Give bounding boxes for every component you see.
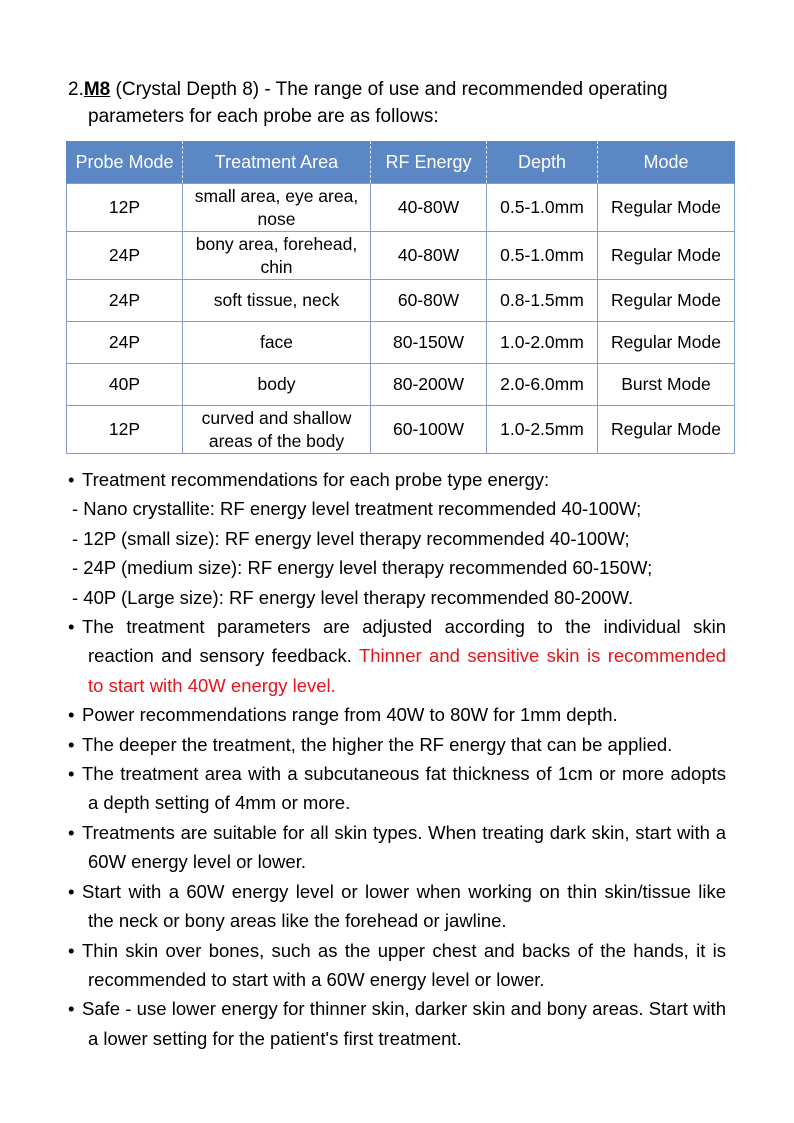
bullet-icon: • xyxy=(68,880,75,902)
cell-depth: 0.5-1.0mm xyxy=(487,184,598,232)
cell-area: face xyxy=(183,322,371,364)
cell-probe: 12P xyxy=(67,184,183,232)
note-text: Safe - use lower energy for thinner skin, darker skin and bony areas. Start with a lower setting for the patient's first treatment. xyxy=(82,998,726,1049)
cell-area: bony area, forehead, chin xyxy=(183,232,371,280)
bullet-icon: • xyxy=(68,821,75,843)
note-text: Thin skin over bones, such as the upper chest and backs of the hands, it is recommended to start with a 60W energy level or lower. xyxy=(82,939,726,990)
note-text: The deeper the treatment, the higher the RF energy that can be applied. xyxy=(82,733,673,755)
note-safe xyxy=(68,994,726,1053)
table-row xyxy=(67,322,735,364)
section-heading xyxy=(68,76,748,130)
note-text: Treatment recommendations for each probe type energy: xyxy=(82,469,550,490)
bullet-icon: • xyxy=(68,704,75,726)
cell-probe: 12P xyxy=(67,406,183,454)
note-deeper xyxy=(68,730,726,759)
table-row xyxy=(67,406,735,454)
heading-model: M8 xyxy=(83,79,111,100)
cell-mode: Regular Mode xyxy=(598,406,735,454)
col-header-mode: Mode xyxy=(598,141,735,184)
table-row xyxy=(67,232,735,280)
note-text: The treatment area with a subcutaneous fat thickness of 1cm or more adopts a depth setting of 4mm or more. xyxy=(82,763,726,814)
table-row xyxy=(67,184,735,232)
note-recommendations xyxy=(68,465,726,494)
heading-prefix: 2. xyxy=(68,79,84,100)
cell-area: soft tissue, neck xyxy=(183,280,371,322)
cell-energy: 80-200W xyxy=(371,364,487,406)
col-header-probe-mode: Probe Mode xyxy=(67,141,183,184)
bullet-icon: • xyxy=(68,616,75,638)
cell-area: body xyxy=(183,364,371,406)
col-header-treatment-area: Treatment Area xyxy=(183,141,371,184)
sub-item-40p: - 40P (Large size): RF energy level therapy recommended 80-200W. xyxy=(72,586,634,608)
bullet-icon: • xyxy=(68,469,75,490)
cell-probe: 24P xyxy=(67,322,183,364)
cell-energy: 60-100W xyxy=(371,406,487,454)
table-row xyxy=(67,364,735,406)
note-text: The treatment parameters are adjusted according to the individual skin reaction and sensory feedback. xyxy=(82,616,726,667)
note-skin-types xyxy=(68,818,726,877)
cell-mode: Regular Mode xyxy=(598,232,735,280)
cell-mode: Regular Mode xyxy=(598,322,735,364)
bullet-icon: • xyxy=(68,733,75,755)
sub-item-24p: - 24P (medium size): RF energy level therapy recommended 60-150W; xyxy=(72,557,653,579)
heading-line2: parameters for each probe are as follows: xyxy=(88,106,439,127)
note-thin-skin xyxy=(68,877,726,936)
cell-energy: 80-150W xyxy=(371,322,487,364)
note-text: Treatments are suitable for all skin types. When treating dark skin, start with a 60W energy level or lower. xyxy=(82,821,726,873)
cell-depth: 2.0-6.0mm xyxy=(487,364,598,406)
cell-area: curved and shallow areas of the body xyxy=(183,406,371,454)
probe-parameters-table xyxy=(66,141,735,454)
cell-probe: 40P xyxy=(67,364,183,406)
treatment-notes xyxy=(68,465,726,1053)
table-header-row xyxy=(67,141,735,184)
sub-item-nano: - Nano crystallite: RF energy level treatment recommended 40-100W; xyxy=(72,498,642,520)
cell-depth: 1.0-2.5mm xyxy=(487,406,598,454)
cell-probe: 24P xyxy=(67,280,183,322)
cell-mode: Regular Mode xyxy=(598,184,735,232)
cell-energy: 40-80W xyxy=(371,232,487,280)
note-power xyxy=(68,700,726,729)
cell-depth: 0.5-1.0mm xyxy=(487,232,598,280)
table-row xyxy=(67,280,735,322)
bullet-icon: • xyxy=(68,939,75,961)
col-header-rf-energy: RF Energy xyxy=(371,141,487,184)
warning-text: Thinner and sensitive skin is recommended to start with 40W energy level. xyxy=(88,645,726,696)
cell-area: small area, eye area, nose xyxy=(183,184,371,232)
bullet-icon: • xyxy=(68,763,75,785)
note-bones xyxy=(68,936,726,995)
cell-mode: Burst Mode xyxy=(598,364,735,406)
cell-probe: 24P xyxy=(67,232,183,280)
bullet-icon: • xyxy=(68,998,75,1020)
cell-energy: 40-80W xyxy=(371,184,487,232)
cell-depth: 0.8-1.5mm xyxy=(487,280,598,322)
cell-mode: Regular Mode xyxy=(598,280,735,322)
heading-line1: (Crystal Depth 8) - The range of use and recommended operating xyxy=(110,79,668,100)
cell-depth: 1.0-2.0mm xyxy=(487,322,598,364)
note-text: Start with a 60W energy level or lower when working on thin skin/tissue like the neck or bony areas like the forehead or jawline. xyxy=(82,880,726,932)
cell-energy: 60-80W xyxy=(371,280,487,322)
sub-item-12p: - 12P (small size): RF energy level therapy recommended 40-100W; xyxy=(72,527,630,549)
note-text: Power recommendations range from 40W to 80W for 1mm depth. xyxy=(82,704,618,726)
note-fat xyxy=(68,759,726,818)
note-adjust xyxy=(68,612,726,700)
col-header-depth: Depth xyxy=(487,141,598,184)
